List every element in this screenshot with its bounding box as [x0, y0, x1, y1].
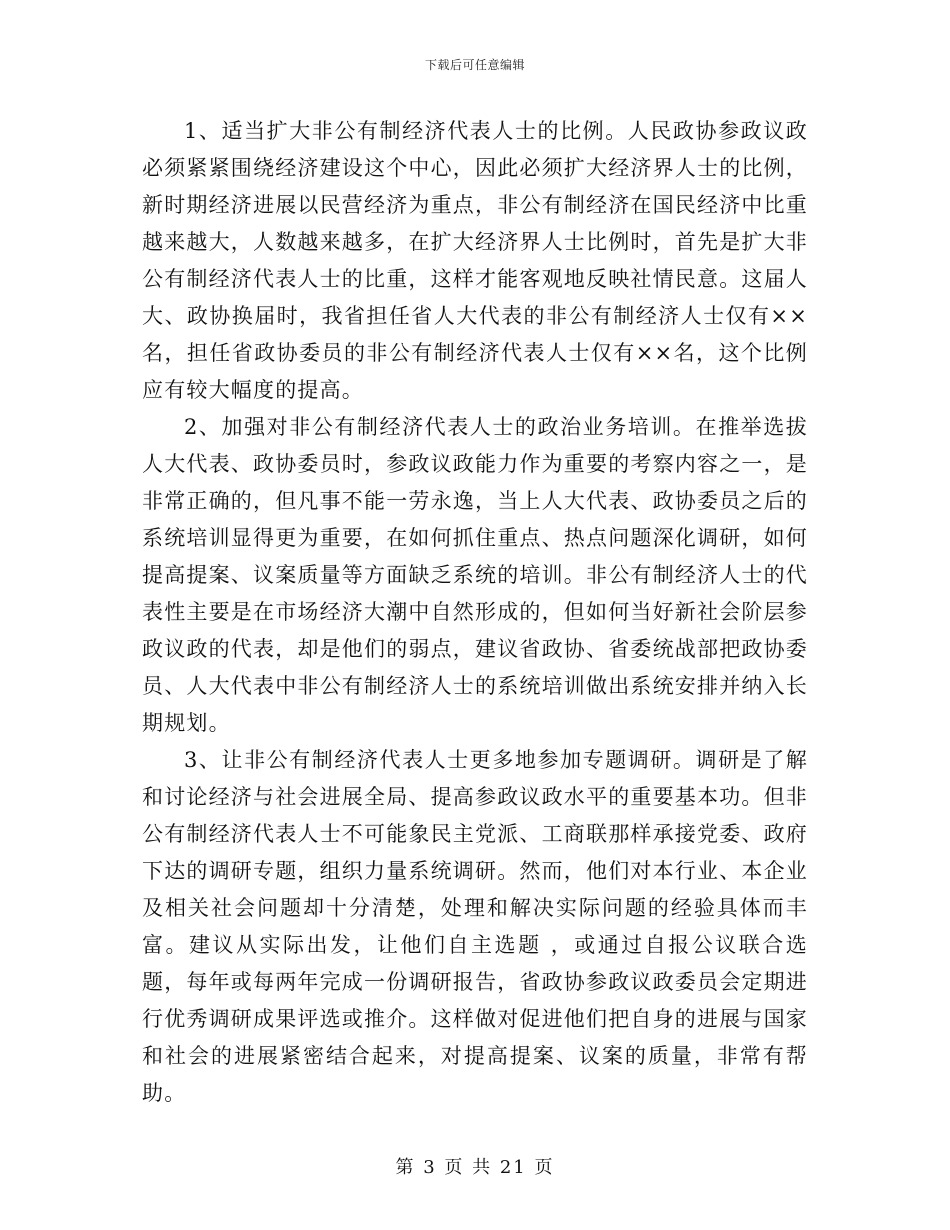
- header-note: 下载后可任意编辑: [424, 58, 525, 72]
- page-number-footer: 第 3 页 共 21 页: [395, 1157, 555, 1178]
- paragraph-1: 1、适当扩大非公有制经济代表人士的比例。人民政协参政议政必须紧紧围绕经济建设这个中心，因此必须扩大经济界人士的比例，新时期经济进展以民营经济为重点，非公有制经济在国民经济中比重越来越大，人数越来越多，在扩大经济界人士比例时，首先是扩大非公有制经济代表人士的比重，这样才能客观地反映社情民意。这届人大、政协换届时，我省担任省人大代表的非公有制经济人士仅有××名，担任省政协委员的非公有制经济代表人士仅有××名，这个比例应有较大幅度的提高。: [142, 119, 808, 402]
- paragraph-2: 2、加强对非公有制经济代表人士的政治业务培训。在推举选拔人大代表、政协委员时，参政议政能力作为重要的考察内容之一，是非常正确的，但凡事不能一劳永逸，当上人大代表、政协委员之后的系统培训显得更为重要，在如何抓住重点、热点问题深化调研，如何提高提案、议案质量等方面缺乏系统的培训。非公有制经济人士的代表性主要是在市场经济大潮中自然形成的，但如何当好新社会阶层参政议政的代表，却是他们的弱点，建议省政协、省委统战部把政协委员、人大代表中非公有制经济人士的系统培训做出系统安排并纳入长期规划。: [142, 415, 808, 735]
- paragraph-3: 3、让非公有制经济代表人士更多地参加专题调研。调研是了解和讨论经济与社会进展全局、提高参政议政水平的重要基本功。但非公有制经济代表人士不可能象民主党派、工商联那样承接党委、政府下达的调研专题，组织力量系统调研。然而，他们对本行业、本企业及相关社会问题却十分清楚，处理和解决实际问题的经验具体而丰富。建议从实际出发，让他们自主选题 ，或通过自报公议联合选题，每年或每两年完成一份调研报告，省政协参政议政委员会定期进行优秀调研成果评选或推介。这样做对促进他们把自身的进展与国家和社会的进展紧密结合起来，对提高提案、议案的质量，非常有帮助。: [142, 748, 808, 1105]
- document-body: [142, 113, 808, 1112]
